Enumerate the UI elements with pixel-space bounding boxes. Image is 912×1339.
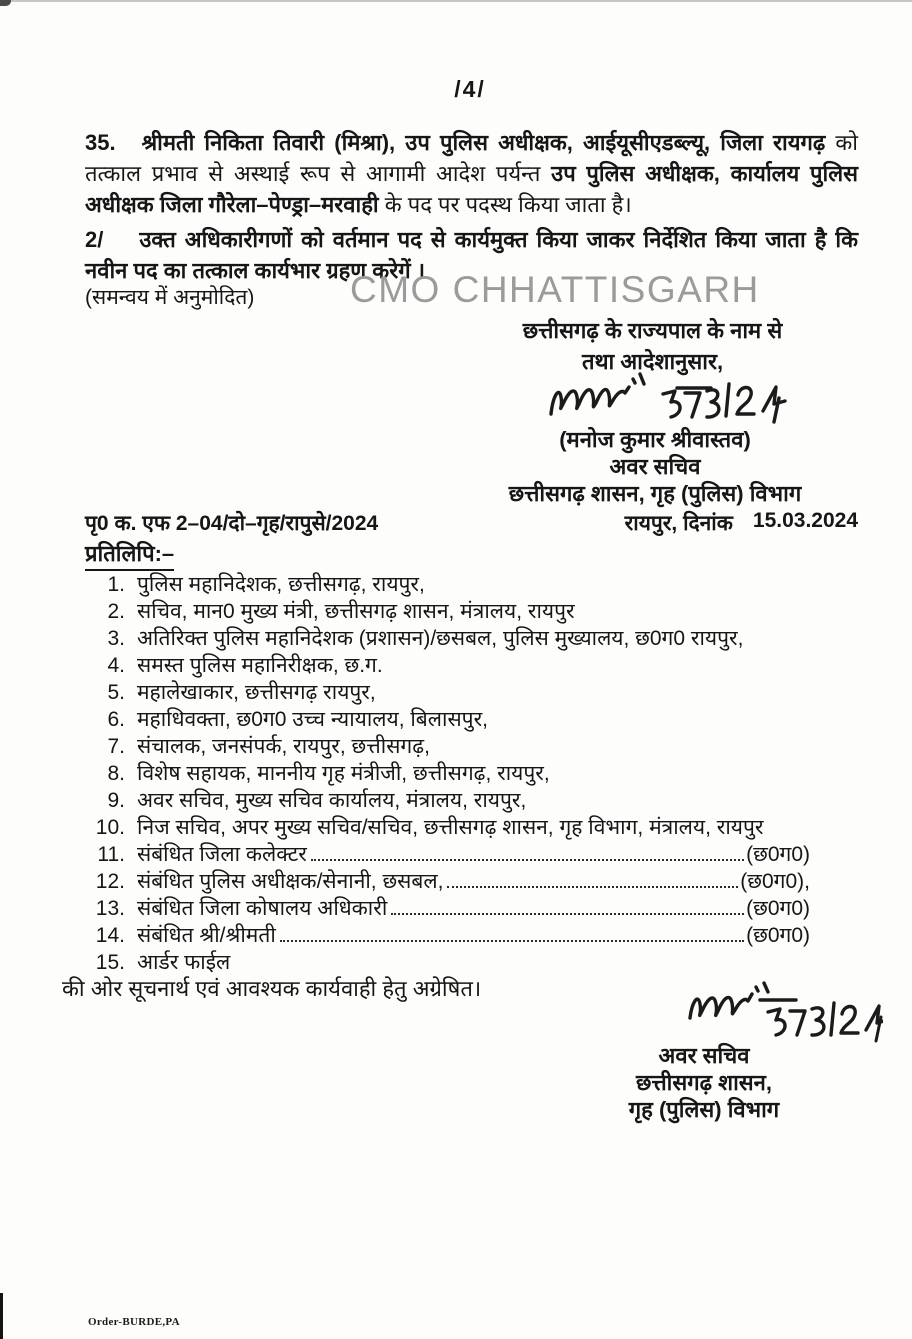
list-item-text: विशेष सहायक, माननीय गृह मंत्रीजी, छत्तीसगढ़, रायपुर, <box>137 762 550 785</box>
dotted-leader <box>311 859 744 861</box>
paragraph-35-segment: को तत्काल प्रभाव से अस्थाई रूप से आगामी आदेश पर्यन्त <box>85 130 858 186</box>
bottom-signatory-line2: छत्तीसगढ़ शासन, <box>636 1070 772 1095</box>
list-item-number: 8. <box>107 762 125 785</box>
reference-row <box>85 509 858 537</box>
reference-number: पृ0 क. एफ 2–04/दो–गृह/रापुसे/2024 <box>85 512 379 535</box>
list-item-text: संबंधित पुलिस अधीक्षक/सेनानी, छसबल, <box>137 870 444 893</box>
list-item-number: 4. <box>107 654 125 677</box>
signatory-name: (मनोज कुमार श्रीवास्तव) <box>559 427 751 452</box>
list-item-text: संबंधित श्री/श्रीमती <box>137 924 276 947</box>
list-item <box>95 625 810 652</box>
list-item-number: 2. <box>107 600 125 623</box>
approval-note: (समन्वय में अनुमोदित) <box>85 286 255 309</box>
copy-heading: प्रतिलिपि:– <box>85 538 174 571</box>
list-item <box>95 922 810 949</box>
paragraph-35-segment: उप पुलिस अधीक्षक, कार्यालय पुलिस अधीक्षक जिला गौरेला–पेण्ड्रा–मरवाही <box>85 161 858 217</box>
list-item-suffix: (छ0ग0), <box>740 870 810 893</box>
page-number: /4/ <box>454 76 486 102</box>
copy-recipients-list <box>95 571 810 976</box>
handwritten-signature-top <box>545 362 805 434</box>
paragraph-2-number: 2/ <box>85 227 104 252</box>
paragraph-35-segment: श्रीमती निकिता तिवारी (मिश्रा), उप पुलिस अधीक्षक, आईयूसीएडब्ल्यू, जिला रायगढ़ <box>141 130 836 155</box>
paragraph-35-segment: के पद पर पदस्थ किया जाता है। <box>384 192 632 217</box>
footer-file-code: Order-BURDE,PA <box>88 1316 180 1328</box>
paragraph-35-text <box>85 130 858 217</box>
list-item-number: 1. <box>107 573 125 596</box>
authority-line-2: तथा आदेशानुसार, <box>581 349 724 374</box>
list-item-text: महाधिवक्ता, छ0ग0 उच्च न्यायालय, बिलासपुर, <box>137 708 489 731</box>
bottom-signatory-line3: गृह (पुलिस) विभाग <box>628 1097 780 1122</box>
paragraph-35-number: 35. <box>85 130 116 155</box>
list-item-number: 10. <box>95 816 125 839</box>
list-item-number: 12. <box>95 870 125 893</box>
list-item <box>95 868 810 895</box>
list-item <box>95 949 810 976</box>
bottom-signatory-block <box>585 1042 823 1123</box>
authority-line-1: छत्तीसगढ़ के राज्यपाल के नाम से <box>522 318 783 343</box>
list-item-text: अवर सचिव, मुख्य सचिव कार्यालय, मंत्रालय, रायपुर, <box>137 789 527 812</box>
list-item-text: संचालक, जनसंपर्क, रायपुर, छत्तीसगढ़, <box>137 735 430 758</box>
list-item-text: निज सचिव, अपर मुख्य सचिव/सचिव, छत्तीसगढ़ शासन, गृह विभाग, मंत्रालय, रायपुर <box>137 816 764 839</box>
list-item <box>95 706 810 733</box>
list-item-text: संबंधित जिला कलेक्टर <box>137 843 307 866</box>
list-item-suffix: (छ0ग0) <box>746 924 810 947</box>
dotted-leader <box>391 913 744 915</box>
paragraph-35 <box>85 127 858 220</box>
list-item-text: आर्डर फाईल <box>137 951 231 974</box>
list-item-number: 5. <box>107 681 125 704</box>
list-item <box>95 571 810 598</box>
paragraph-2-text: उक्त अधिकारीगणों को वर्तमान पद से कार्यमुक्त किया जाकर निर्देशित किया जाता है कि नवीन पद का तत्काल कार्यभार ग्रहण करेगें । <box>85 227 858 283</box>
list-item <box>95 895 810 922</box>
signatory-designation: अवर सचिव <box>609 454 701 479</box>
list-item <box>95 733 810 760</box>
list-item <box>95 760 810 787</box>
list-item-text: सचिव, मान0 मुख्य मंत्री, छत्तीसगढ़ शासन, मंत्रालय, रायपुर <box>137 600 575 623</box>
list-item-number: 11. <box>97 843 125 866</box>
list-item <box>95 652 810 679</box>
signatory-department: छत्तीसगढ़ शासन, गृह (पुलिस) विभाग <box>508 481 802 506</box>
date-value: 15.03.2024 <box>752 509 858 532</box>
bottom-signatory-designation: अवर सचिव <box>658 1043 750 1068</box>
list-item-suffix: (छ0ग0) <box>746 843 810 866</box>
scan-artifact-left-bar <box>0 1293 3 1339</box>
list-item-number: 14. <box>95 924 125 947</box>
list-item-text: महालेखाकार, छत्तीसगढ़ रायपुर, <box>137 681 376 704</box>
list-item <box>95 787 810 814</box>
scan-artifact-top-line <box>0 0 912 2</box>
list-item-text: अतिरिक्त पुलिस महानिदेशक (प्रशासन)/छसबल, पुलिस मुख्यालय, छ0ग0 रायपुर, <box>137 627 744 650</box>
list-item <box>95 679 810 706</box>
list-item-text: समस्त पुलिस महानिरीक्षक, छ.ग. <box>137 654 383 677</box>
list-item-number: 13. <box>95 897 125 920</box>
list-item-text: संबंधित जिला कोषालय अधिकारी <box>137 897 388 920</box>
place-date-label: रायपुर, दिनांक <box>624 512 733 535</box>
list-item-text: पुलिस महानिदेशक, छत्तीसगढ़, रायपुर, <box>137 573 425 596</box>
place-and-date <box>625 509 858 537</box>
list-item <box>95 814 810 841</box>
forwarding-note: की ओर सूचनार्थ एवं आवश्यक कार्यवाही हेतु अग्रेषित। <box>62 976 482 1001</box>
list-item-number: 6. <box>107 708 125 731</box>
signatory-block <box>455 426 855 507</box>
list-item-number: 15. <box>95 951 125 974</box>
list-item-number: 3. <box>107 627 125 650</box>
cmo-watermark: CMO CHHATTISGARH <box>350 269 760 310</box>
list-item-suffix: (छ0ग0) <box>746 897 810 920</box>
list-item-number: 9. <box>107 789 125 812</box>
dotted-leader <box>280 940 744 942</box>
list-item <box>95 598 810 625</box>
list-item-number: 7. <box>107 735 125 758</box>
list-item <box>95 841 810 868</box>
scan-artifact-corner-mark <box>0 0 11 6</box>
dotted-leader <box>447 886 738 888</box>
